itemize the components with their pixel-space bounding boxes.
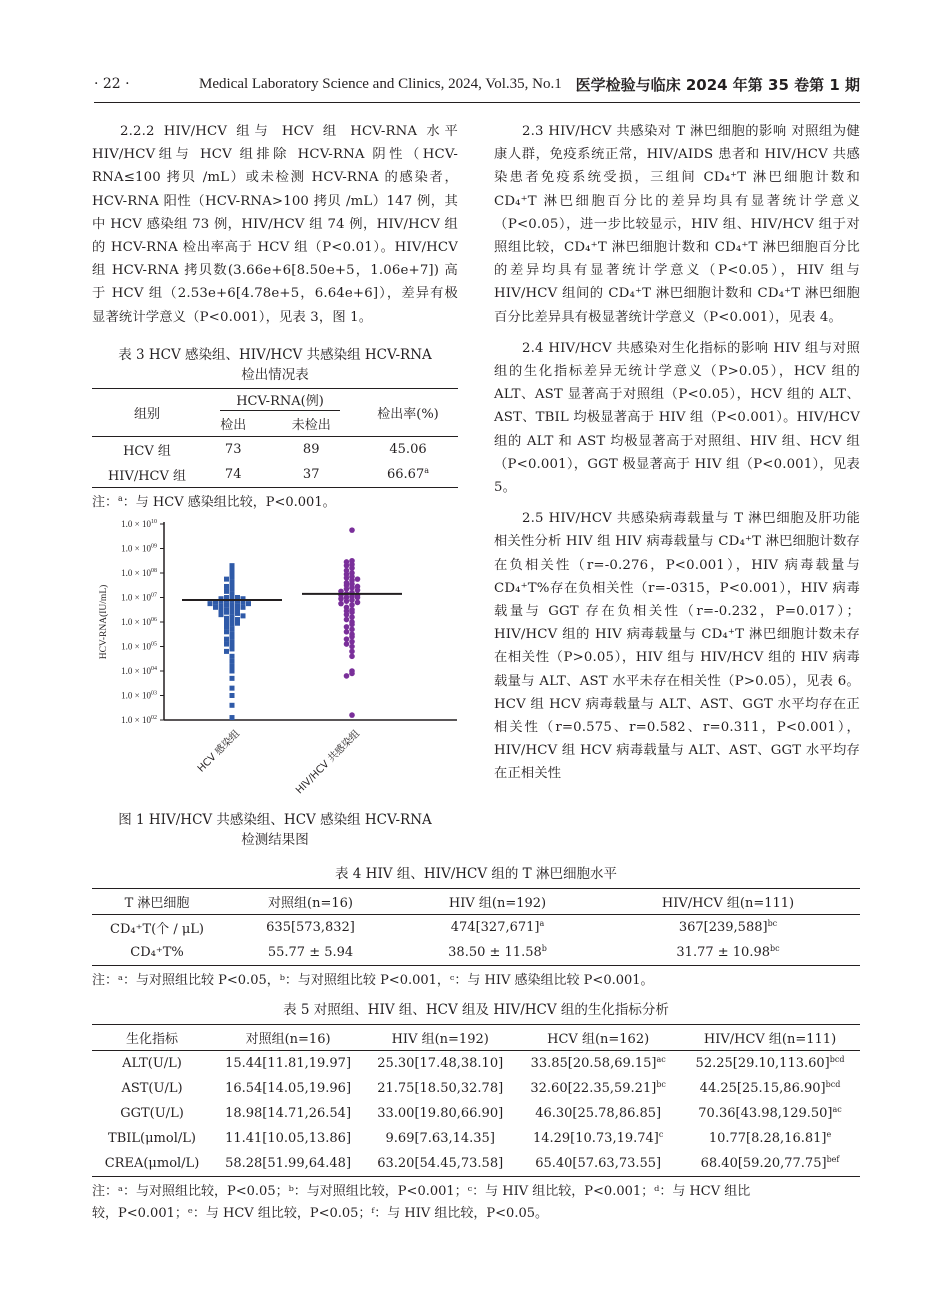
data-point-hcv	[230, 654, 235, 659]
data-point-hcv	[224, 584, 229, 589]
table3-header-undetected: 未检出	[291, 418, 331, 433]
table5-cell: 21.75[18.50,32.78]	[377, 1081, 504, 1096]
x-category-label: HIV/HCV 共感染组	[294, 728, 363, 797]
table4-header: T 淋巴细胞	[124, 896, 190, 911]
data-point-hcv	[230, 686, 235, 691]
data-point-hiv-hcv	[344, 636, 350, 642]
table4-cell	[596, 940, 860, 966]
table3-cell: 89	[302, 442, 320, 457]
journal-title-cn: 医学检验与临床 2024 年第 35 卷第 1 期	[575, 76, 860, 94]
x-category-label: HCV 感染组	[195, 728, 243, 775]
data-point-hcv	[224, 649, 229, 654]
table3-grid	[92, 388, 458, 488]
y-tick-exponent: 07	[151, 592, 157, 599]
data-point-hiv-hcv	[349, 609, 355, 615]
table5-cell	[516, 1101, 680, 1126]
table5-header: HIV 组(n=192)	[391, 1032, 489, 1047]
data-point-hiv-hcv	[344, 586, 350, 592]
table5-row-label: ALT(U/L)	[122, 1056, 182, 1071]
y-tick-label: $1.0 \times 10^{04}$	[121, 666, 157, 676]
table5-cell	[680, 1051, 860, 1077]
table5-value: 32.60[22.35,59.21]	[530, 1081, 657, 1096]
data-point-hcv	[224, 589, 229, 594]
table4-value: 474[327,671]	[450, 920, 540, 935]
data-point-hiv-hcv	[349, 585, 355, 591]
table3-cell: 37	[302, 467, 320, 482]
data-point-hcv	[224, 577, 229, 582]
data-point-hcv	[230, 669, 235, 674]
table3-header-group: 组别	[133, 407, 160, 422]
table5-note	[92, 1181, 860, 1225]
table4-row-label: CD₄⁺T(个 / μL)	[110, 922, 204, 937]
data-point-hcv	[230, 646, 235, 651]
data-point-hiv-hcv	[349, 654, 355, 660]
table3-caption-line1: 表 3 HCV 感染组、HIV/HCV 共感染组 HCV-RNA	[118, 347, 432, 363]
data-point-hcv	[213, 605, 218, 610]
data-point-hcv	[230, 715, 235, 720]
table4-value: 38.50 ± 11.58	[448, 945, 542, 960]
table5	[92, 1000, 860, 1225]
table4-cell: 55.77 ± 5.94	[267, 945, 354, 960]
table-row	[92, 437, 458, 463]
table3-header-rate: 检出率(%)	[377, 407, 439, 422]
data-point-hcv	[230, 622, 235, 627]
data-point-hiv-hcv	[349, 622, 355, 628]
table-row	[92, 915, 860, 941]
data-point-hcv	[230, 634, 235, 639]
y-tick-label: $1.0 \times 10^{07}$	[121, 592, 157, 603]
table3-cell	[358, 462, 458, 488]
table3-cell: HCV 组	[123, 444, 171, 459]
table4-cell	[399, 915, 596, 941]
table4-header: 对照组(n=16)	[268, 896, 353, 911]
table5-cell	[516, 1151, 680, 1177]
table5-value: 44.25[25.15,86.90]	[699, 1081, 826, 1096]
table5-header: HIV/HCV 组(n=111)	[703, 1032, 837, 1047]
table5-sup: bcd	[829, 1055, 845, 1064]
data-point-hcv	[230, 693, 235, 698]
table5-value: 14.29[10.73,19.74]	[532, 1131, 659, 1146]
data-point-hiv-hcv	[355, 595, 361, 601]
data-point-hiv-hcv	[349, 602, 355, 608]
table-row	[92, 1101, 860, 1126]
table5-row-label: GGT(U/L)	[120, 1106, 184, 1121]
table3-header-detected: 检出	[220, 418, 247, 433]
table4-note: 注：ᵃ：与对照组比较 P<0.05，ᵇ：与对照组比较 P<0.001，ᶜ：与 HIV 感染组比较 P<0.001。	[92, 973, 654, 988]
paragraph-2-5: 2.5 HIV/HCV 共感染病毒载量与 T 淋巴细胞及肝功能相关性分析 HIV 组 HIV 病毒载量与 CD₄⁺T 淋巴细胞计数存在负相关性（r=-0.276，P<0.001），HIV 病毒载量与 CD₄⁺T%存在负相关性（r=-0315，P<0.001），HIV 病毒载量与 GGT 存在负相关性（r=-0.232，P=0.017）；HIV/HCV 组的 HIV 病毒载量与 CD₄⁺T 淋巴细胞计数未存在相关性（P>0.05），HIV 组与 HIV/HCV 组的 HIV 病毒载量与 ALT、AST 水平未存在相关性（P>0.05），见表 6。HCV 组 HCV 病毒载量与 ALT、AST、GGT 水平均存在正相关性（r=0.575、r=0.582、r=0.311，P<0.001），HIV/HCV 组 HCV 病毒载量与 ALT、AST、GGT 水平均存在正相关性	[494, 511, 860, 782]
y-axis-label: HCV-RNA(IU/mL)	[99, 584, 109, 660]
table5-cell	[680, 1151, 860, 1177]
table5-header: HCV 组(n=162)	[547, 1032, 650, 1047]
data-point-hiv-hcv	[355, 600, 361, 606]
table-row	[92, 1126, 860, 1151]
table5-caption: 表 5 对照组、HIV 组、HCV 组及 HIV/HCV 组的生化指标分析	[283, 1002, 669, 1018]
table5-row-label: AST(U/L)	[121, 1081, 183, 1096]
table5-value: 70.36[43.98,129.50]	[698, 1106, 833, 1121]
table5-cell: 58.28[51.99,64.48]	[225, 1156, 352, 1171]
data-point-hiv-hcv	[349, 527, 355, 533]
y-tick-label: $1.0 \times 10^{10}$	[121, 519, 157, 529]
table5-value: 10.77[8.28,16.81]	[708, 1131, 827, 1146]
table5-cell: 15.44[11.81,19.97]	[225, 1056, 352, 1071]
table5-cell	[680, 1126, 860, 1151]
data-point-hcv	[230, 703, 235, 708]
y-tick-label: $1.0 \times 10^{08}$	[121, 568, 157, 578]
y-tick-label: $1.0 \times 10^{02}$	[121, 715, 157, 725]
data-point-hiv-hcv	[349, 634, 355, 640]
chart-axes	[98, 519, 457, 796]
table5-cell: 25.30[17.48,38.10]	[377, 1056, 504, 1071]
journal-title-en: Medical Laboratory Science and Clinics, 2024, Vol.35, No.1	[199, 76, 562, 92]
table5-header: 生化指标	[125, 1032, 178, 1047]
table5-row-label: CREA(μmol/L)	[104, 1156, 200, 1171]
data-point-hiv-hcv	[349, 644, 355, 650]
table-row	[92, 1051, 860, 1077]
table5-cell	[516, 1076, 680, 1101]
table4-header: HIV 组(n=192)	[448, 896, 547, 911]
y-tick-label: $1.0 \times 10^{06}$	[121, 617, 157, 627]
page-header	[94, 74, 860, 96]
table5-cell	[680, 1101, 860, 1126]
data-point-hcv	[230, 639, 235, 644]
table3-note-text: ：与 HCV 感染组比较，P<0.001。	[122, 495, 336, 510]
table5-cell: 33.00[19.80,66.90]	[377, 1106, 504, 1121]
y-tick-exponent: 06	[151, 617, 157, 623]
table-row	[92, 1076, 860, 1101]
y-tick-label: $1.0 \times 10^{05}$	[121, 641, 157, 652]
data-point-hiv-hcv	[355, 576, 361, 582]
left-column	[92, 120, 458, 329]
y-tick-exponent: 03	[151, 690, 157, 697]
data-point-hcv	[224, 637, 229, 642]
table5-cell	[680, 1076, 860, 1101]
data-point-hcv	[224, 642, 229, 647]
table-row	[92, 462, 458, 488]
table5-sup: ac	[656, 1055, 666, 1064]
table5-row-label: TBIL(μmol/L)	[108, 1131, 196, 1146]
data-point-hiv-hcv	[344, 641, 350, 647]
table4-cell	[399, 940, 596, 966]
table5-grid	[92, 1024, 860, 1177]
table5-value: 52.25[29.10,113.60]	[695, 1056, 830, 1071]
data-point-hcv	[241, 613, 246, 618]
table5-cell: 63.20[54.45,73.58]	[377, 1156, 504, 1171]
y-tick-exponent: 10	[151, 519, 157, 525]
data-point-hiv-hcv	[349, 649, 355, 655]
table3-note-sup: a	[118, 494, 123, 503]
figure1-caption-line2: 检测结果图	[241, 832, 309, 848]
data-point-hiv-hcv	[344, 673, 350, 679]
table4-sup: bc	[767, 919, 778, 928]
data-point-hiv-hcv	[344, 563, 350, 569]
figure1-caption-line1: 图 1 HIV/HCV 共感染组、HCV 感染组 HCV-RNA	[118, 812, 432, 828]
chart-points	[182, 527, 402, 720]
y-tick-exponent: 09	[151, 543, 157, 550]
data-point-hcv	[230, 582, 235, 587]
data-point-hiv-hcv	[344, 617, 350, 623]
table3-sup: a	[424, 466, 429, 475]
y-tick-label: $1.0 \times 10^{03}$	[121, 690, 157, 701]
paragraph-2-3: 2.3 HIV/HCV 共感染对 T 淋巴细胞的影响 对照组为健康人群，免疫系统正常，HIV/AIDS 患者和 HIV/HCV 共感染患者免疫系统受损，三组间 CD₄⁺T 淋巴细胞计数和 CD₄⁺T 淋巴细胞百分比的差异均具有显著统计学意义（P<0.05），进一步比较显示，HIV 组、HIV/HCV 组于对照组比较，CD₄⁺T 淋巴细胞计数和 CD₄⁺T 淋巴细胞百分比的差异均具有显著统计学意义（P<0.05），HIV 组与 HIV/HCV 组间的 CD₄⁺T 淋巴细胞计数和 CD₄⁺T 淋巴细胞百分比差异具有极显著统计学意义（P<0.001），见表 4。	[494, 124, 860, 325]
table3-rate: 45.06	[389, 442, 427, 457]
header-rule	[94, 102, 860, 103]
paragraph-2-4: 2.4 HIV/HCV 共感染对生化指标的影响 HIV 组与对照组的生化指标差异无统计学意义（P>0.05），HCV 组的 ALT、AST 显著高于对照组（P<0.05），HCV 组的 ALT、AST、TBIL 均极显著高于 HIV 组（P<0.001）。HIV/HCV 组的 ALT 和 AST 均极显著高于对照组、HIV 组、HCV 组（P<0.001），GGT 极显著高于 HIV 组（P<0.001），见表 5。	[494, 340, 860, 496]
data-point-hiv-hcv	[349, 627, 355, 633]
table5-cell: 11.41[10.05,13.86]	[225, 1131, 352, 1146]
data-point-hcv	[224, 624, 229, 629]
table-row	[92, 1151, 860, 1177]
table5-cell	[516, 1126, 680, 1151]
data-point-hiv-hcv	[344, 624, 350, 630]
y-tick-exponent: 04	[151, 666, 157, 672]
data-point-hcv	[224, 629, 229, 634]
data-point-hcv	[230, 586, 235, 591]
table3-header-span-label: HCV-RNA(例)	[220, 390, 340, 411]
data-point-hiv-hcv	[349, 671, 355, 677]
table5-note-line2: 较，P<0.001；ᵉ：与 HCV 组比较，P<0.05；ᶠ：与 HIV 组比较，P<0.05。	[92, 1206, 549, 1221]
data-point-hcv	[235, 621, 240, 626]
table5-value: 46.30[25.78,86.85]	[535, 1106, 662, 1121]
data-point-hiv-hcv	[344, 629, 350, 635]
y-tick-exponent: 02	[151, 715, 157, 721]
data-point-hcv	[235, 611, 240, 616]
table4-cell: 635[573,832]	[266, 920, 355, 935]
table3-header-span	[202, 389, 358, 412]
data-point-hiv-hcv	[344, 612, 350, 618]
data-point-hcv	[230, 610, 235, 615]
table5-cell: 18.98[14.71,26.54]	[225, 1106, 352, 1121]
data-point-hcv	[230, 664, 235, 669]
table4-sup: a	[539, 919, 545, 928]
table4-grid	[92, 888, 860, 966]
data-point-hiv-hcv	[344, 575, 350, 581]
table5-sup: bc	[656, 1080, 666, 1089]
data-point-hiv-hcv	[338, 601, 344, 607]
figure1-caption	[92, 810, 458, 850]
data-point-hcv	[224, 602, 229, 607]
data-point-hiv-hcv	[349, 614, 355, 620]
table5-value: 33.85[20.58,69.15]	[530, 1056, 657, 1071]
data-point-hiv-hcv	[349, 712, 355, 718]
table3-cell: HIV/HCV 组	[107, 469, 187, 484]
table3-note-prefix: 注：	[92, 495, 119, 510]
table5-sup: bcd	[825, 1080, 841, 1089]
table4-header: HIV/HCV 组(n=111)	[661, 896, 795, 911]
data-point-hcv	[230, 676, 235, 681]
table5-header: 对照组(n=16)	[245, 1032, 331, 1047]
data-point-hcv	[241, 605, 246, 610]
data-point-hiv-hcv	[355, 587, 361, 593]
table5-sup: e	[826, 1130, 832, 1139]
data-point-hcv	[219, 612, 224, 617]
table3-rate: 66.67	[387, 467, 425, 482]
table5-cell: 9.69[7.63,14.35]	[385, 1131, 495, 1146]
table4-row-label: CD₄⁺T%	[130, 945, 184, 960]
table5-sup: ac	[832, 1105, 842, 1114]
table4-sup: b	[541, 944, 547, 953]
data-point-hiv-hcv	[349, 639, 355, 645]
right-column	[494, 120, 860, 786]
figure1-chart	[92, 514, 462, 804]
data-point-hcv	[230, 574, 235, 579]
table4-value: 31.77 ± 10.98	[676, 945, 770, 960]
data-point-hcv	[208, 601, 213, 606]
table4-caption: 表 4 HIV 组、HIV/HCV 组的 T 淋巴细胞水平	[335, 866, 617, 882]
table5-sup: c	[658, 1130, 664, 1139]
data-point-hiv-hcv	[349, 565, 355, 571]
data-point-hcv	[219, 604, 224, 609]
data-point-hcv	[230, 627, 235, 632]
table5-sup: bef	[826, 1155, 840, 1164]
table5-value: 68.40[59.20,77.75]	[700, 1156, 827, 1171]
data-point-hiv-hcv	[349, 597, 355, 603]
table4	[92, 864, 860, 992]
table3-cell: 73	[224, 442, 242, 457]
table3-cell	[358, 437, 458, 463]
data-point-hcv	[230, 659, 235, 664]
data-point-hcv	[246, 601, 251, 606]
data-point-hcv	[224, 620, 229, 625]
data-point-hcv	[224, 610, 229, 615]
table3	[92, 345, 458, 514]
table4-value: 367[239,588]	[678, 920, 768, 935]
paragraph-2-2-2: 2.2.2 HIV/HCV 组与 HCV 组 HCV-RNA 水平 HIV/HCV组与 HCV 组排除 HCV-RNA 阴性（HCV-RNA≤100 拷贝 /mL）或未检测 HCV-RNA 的感染者，HCV-RNA 阳性（HCV-RNA>100 拷贝 /mL）147 例，其中 HCV 感染组 73 例，HIV/HCV 组 74 例，HIV/HCV 组的 HCV-RNA 检出率高于 HCV 组（P<0.01）。HIV/HCV 组 HCV-RNA 拷贝数(3.66e+6[8.50e+5，1.06e+7]) 高于 HCV 组（2.53e+6[4.78e+5，6.64e+6]），差异有极显著统计学意义（P<0.001），见表 3，图 1。	[92, 124, 458, 325]
table3-cell: 74	[224, 467, 242, 482]
table5-cell: 16.54[14.05,19.96]	[225, 1081, 352, 1096]
y-tick-exponent: 05	[151, 641, 157, 648]
table5-value: 65.40[57.63,73.55]	[535, 1156, 662, 1171]
table5-note-line1: 注：ᵃ：与对照组比较，P<0.05；ᵇ：与对照组比较，P<0.001；ᶜ：与 HIV 组比较，P<0.001；ᵈ：与 HCV 组比	[92, 1184, 751, 1199]
table5-cell	[516, 1051, 680, 1077]
table-row	[92, 940, 860, 966]
table4-sup: bc	[770, 944, 780, 953]
y-tick-exponent: 08	[151, 568, 157, 574]
data-point-hiv-hcv	[338, 596, 344, 602]
data-point-hiv-hcv	[344, 598, 350, 604]
table3-caption-line2: 检出情况表	[241, 367, 309, 383]
table4-cell	[596, 915, 860, 941]
page-number: · 22 ·	[94, 76, 130, 92]
y-tick-label: $1.0 \times 10^{09}$	[121, 543, 157, 554]
table3-note	[92, 492, 458, 514]
